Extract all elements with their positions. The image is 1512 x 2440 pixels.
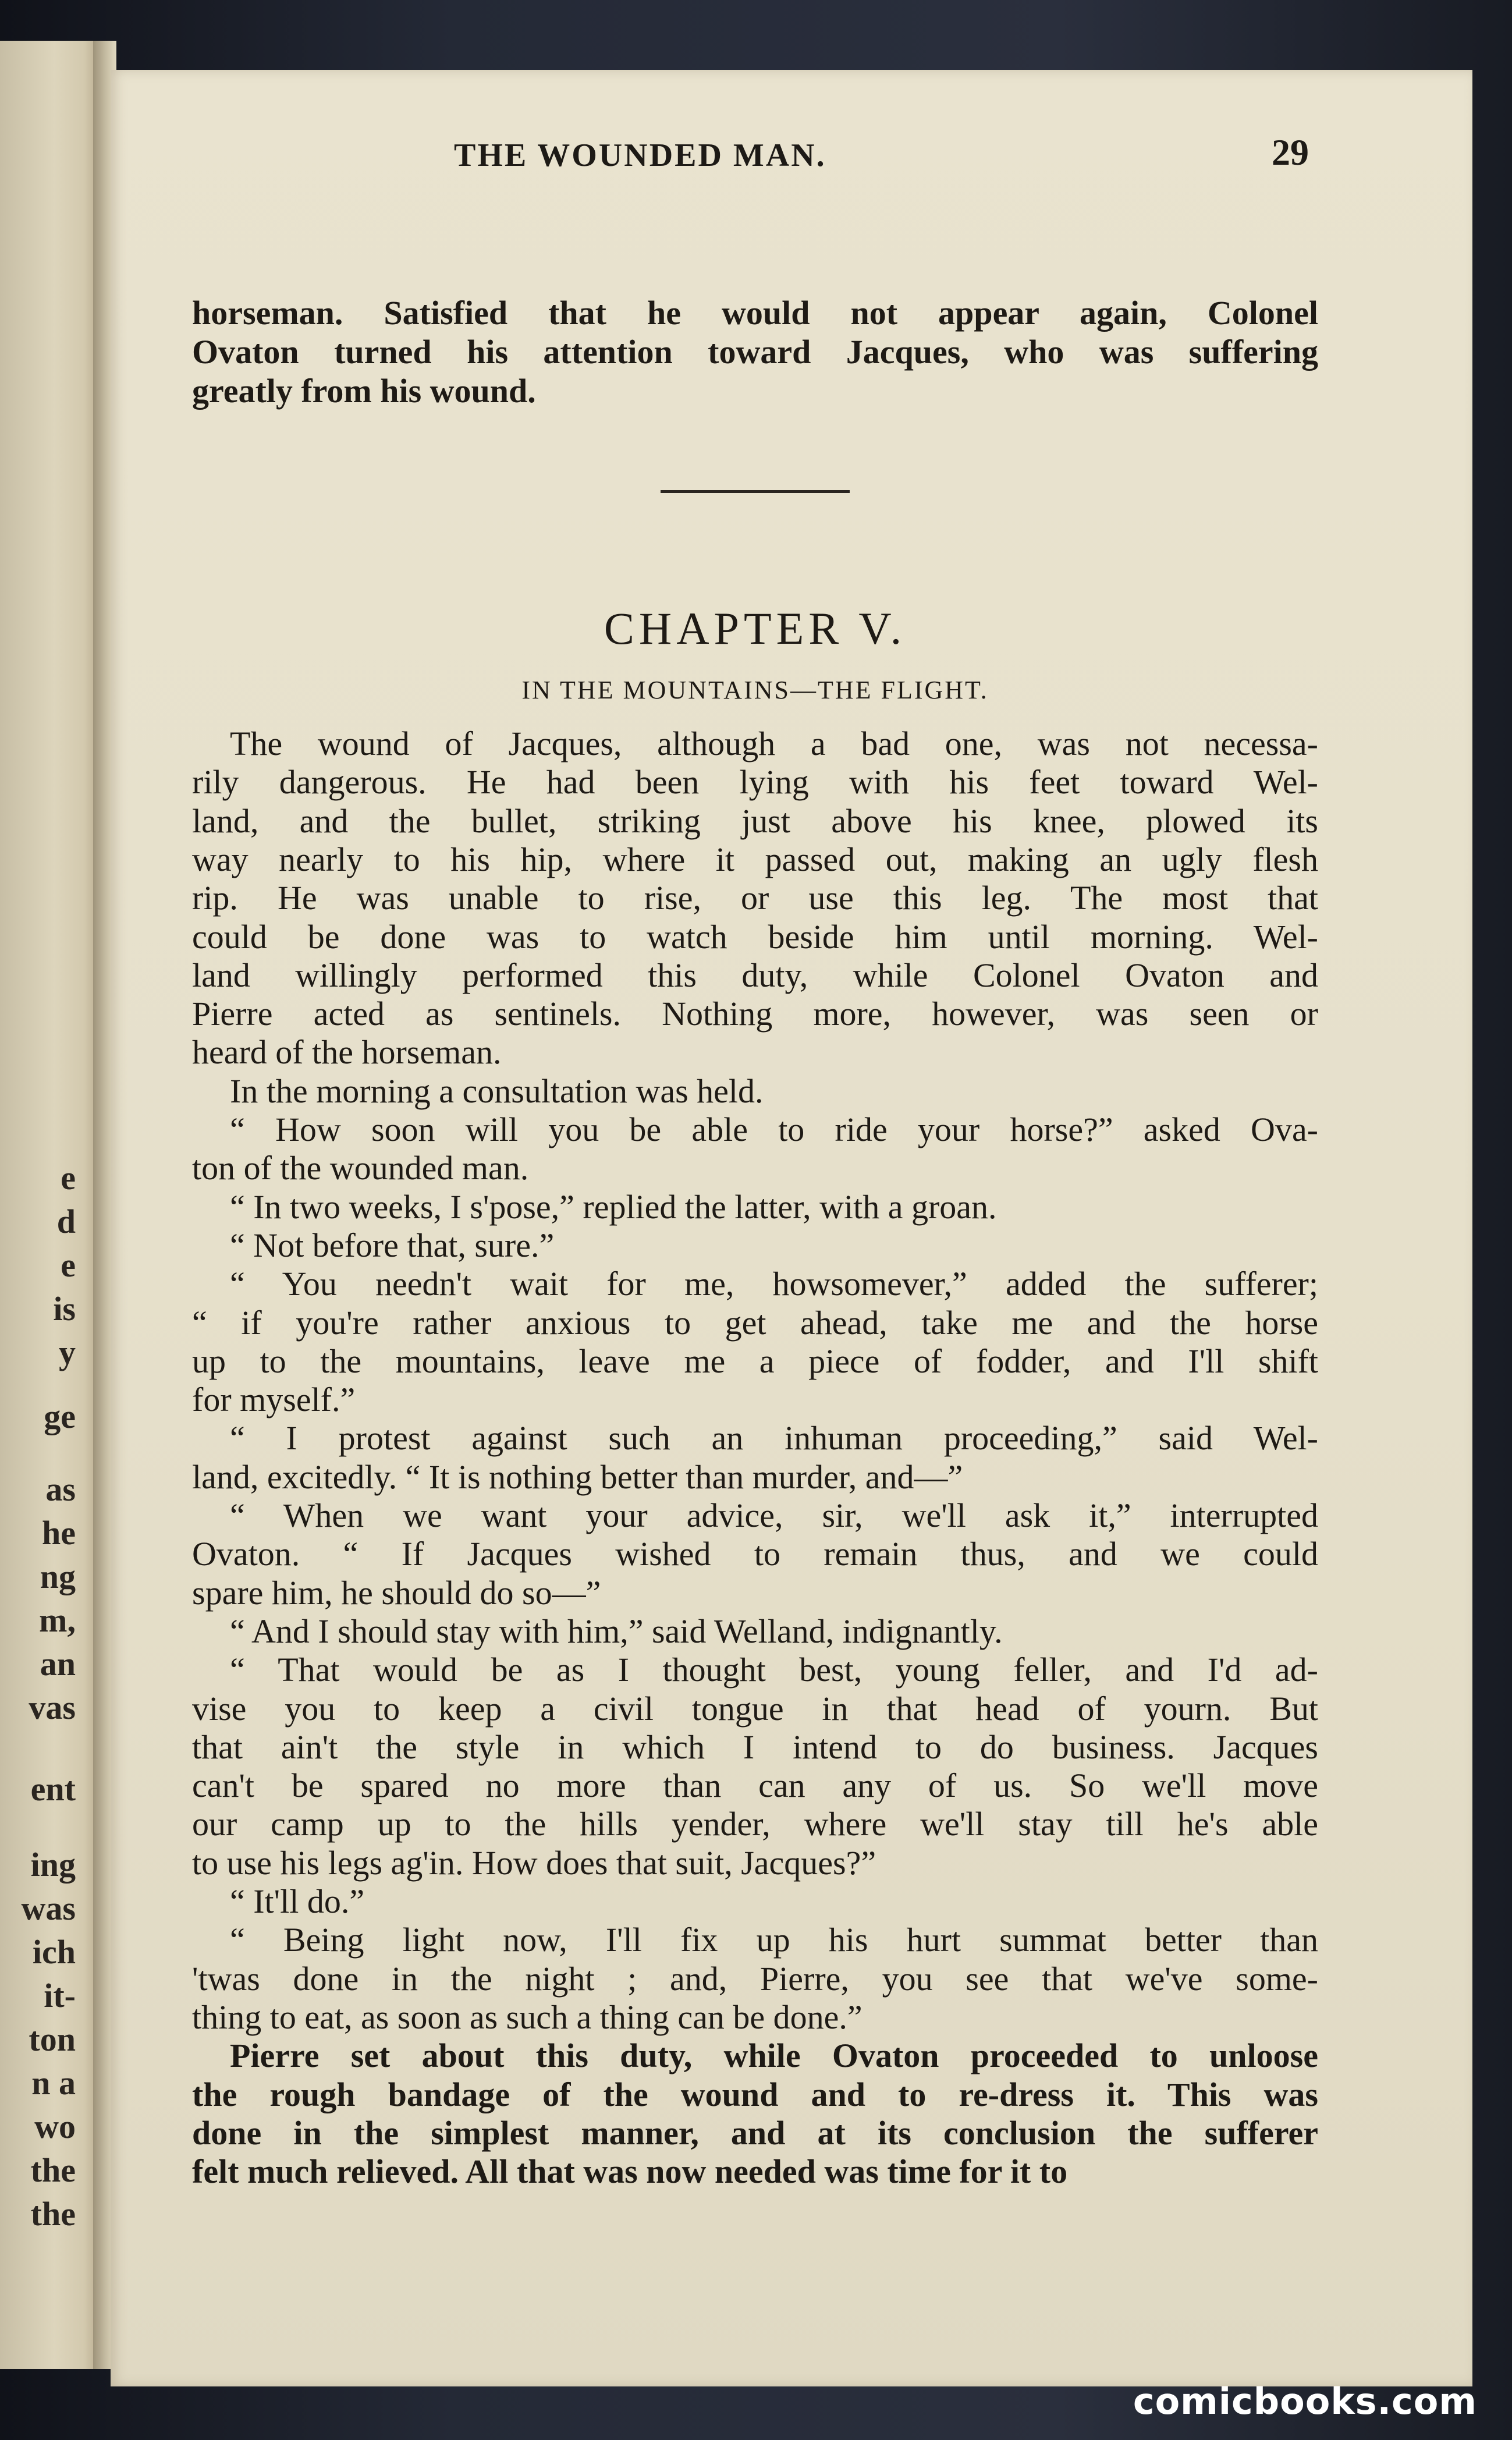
body-line: “ It'll do.” xyxy=(230,1882,365,1920)
left-page-fragment: as xyxy=(45,1470,76,1508)
body-line: Pierre acted as sentinels. Nothing more, however, was seen or xyxy=(192,995,1318,1033)
body-line: vise you to keep a civil tongue in that head of yourn. But xyxy=(192,1690,1318,1728)
body-line: In the morning a consultation was held. xyxy=(230,1072,764,1110)
left-page-fragment: ing xyxy=(30,1846,76,1884)
body-line: “ Not before that, sure.” xyxy=(230,1226,555,1264)
body-line: the rough bandage of the wound and to re-dress it. This was xyxy=(192,2076,1318,2113)
body-line: The wound of Jacques, although a bad one, was not necessa- xyxy=(230,725,1318,763)
left-page-fragment: was xyxy=(21,1889,76,1927)
body-line: land, excitedly. “ It is nothing better than murder, and—” xyxy=(192,1458,963,1496)
left-page-fragment: an xyxy=(40,1645,76,1683)
body-line: up to the mountains, leave me a piece of fodder, and I'll shift xyxy=(192,1342,1318,1380)
left-page-fragment: d xyxy=(56,1203,76,1240)
body-line: “ Being light now, I'll fix up his hurt summat better than xyxy=(230,1921,1318,1959)
body-line: for myself.” xyxy=(192,1381,356,1418)
left-page-fragment: the xyxy=(30,2151,76,2189)
body-line: can't be spared no more than can any of us. So we'll move xyxy=(192,1767,1318,1804)
body-line: rily dangerous. He had been lying with his feet toward Wel- xyxy=(192,763,1318,801)
left-page-fragment: ent xyxy=(30,1770,76,1808)
body-line: to use his legs ag'in. How does that suit, Jacques?” xyxy=(192,1844,876,1882)
chapter-subtitle: IN THE MOUNTAINS—THE FLIGHT. xyxy=(521,676,989,704)
body-line: way nearly to his hip, where it passed out, making an ugly flesh xyxy=(192,840,1318,878)
body-line: “ When we want your advice, sir, we'll ask it,” interrupted xyxy=(230,1496,1318,1534)
body-line: done in the simplest manner, and at its conclusion the sufferer xyxy=(192,2114,1318,2152)
chapter-title: CHAPTER V. xyxy=(604,603,907,654)
page-number: 29 xyxy=(1272,132,1309,173)
left-page-fragment: y xyxy=(59,1334,76,1371)
body-line: thing to eat, as soon as such a thing can be done.” xyxy=(192,1998,863,2036)
body-line: could be done was to watch beside him until morning. Wel- xyxy=(192,918,1318,956)
running-head: THE WOUNDED MAN. xyxy=(454,137,826,173)
body-line: “ You needn't wait for me, howsomever,” added the sufferer; xyxy=(230,1265,1318,1303)
left-page-fragment: m, xyxy=(39,1601,76,1639)
left-page-fragment: is xyxy=(53,1290,76,1328)
body-line: felt much relieved. All that was now needed was time for it to xyxy=(192,2152,1068,2190)
body-line: heard of the horseman. xyxy=(192,1033,502,1071)
left-page-fragment: e xyxy=(61,1246,76,1284)
left-page-fragment: vas xyxy=(29,1689,76,1726)
section-rule xyxy=(661,490,850,493)
body-line: Ovaton. “ If Jacques wished to remain thus, and we could xyxy=(192,1535,1318,1573)
body-line: rip. He was unable to rise, or use this leg. The most that xyxy=(192,879,1318,917)
body-line: that ain't the style in which I intend to do business. Jacques xyxy=(192,1728,1318,1766)
left-page-fragment: ng xyxy=(40,1558,76,1595)
body-line: “ if you're rather anxious to get ahead, take me and the horse xyxy=(192,1304,1318,1342)
body-line: land willingly performed this duty, while Colonel Ovaton and xyxy=(192,956,1318,994)
left-page-fragment: ton xyxy=(29,2020,76,2058)
body-line: our camp up to the hills yender, where we'll stay till he's able xyxy=(192,1805,1318,1843)
opening-line: horseman. Satisfied that he would not appear again, Colonel xyxy=(192,294,1318,332)
body-line: “ How soon will you be able to ride your horse?” asked Ova- xyxy=(230,1111,1318,1148)
left-page-fragment: wo xyxy=(34,2108,76,2145)
body-line: 'twas done in the night ; and, Pierre, you see that we've some- xyxy=(192,1960,1318,1998)
left-page-fragment: it- xyxy=(44,1977,76,2015)
body-line: “ And I should stay with him,” said Welland, indignantly. xyxy=(230,1612,1003,1650)
body-line: Pierre set about this duty, while Ovaton proceeded to unloose xyxy=(230,2037,1318,2074)
left-page-fragment: n a xyxy=(31,2064,76,2102)
body-line: ton of the wounded man. xyxy=(192,1149,529,1187)
left-page-fragment: e xyxy=(61,1159,76,1197)
body-line: land, and the bullet, striking just above his knee, plowed its xyxy=(192,802,1318,840)
opening-line: Ovaton turned his attention toward Jacques, who was suffering xyxy=(192,333,1318,371)
left-page-fragment: the xyxy=(30,2195,76,2233)
body-line: “ I protest against such an inhuman proceeding,” said Wel- xyxy=(230,1419,1318,1457)
left-page-edge xyxy=(0,41,99,2369)
watermark: comicbooks.com xyxy=(1133,2380,1477,2423)
left-page-fragment: he xyxy=(42,1514,76,1552)
body-line: “ That would be as I thought best, young feller, and I'd ad- xyxy=(230,1651,1318,1689)
left-page-fragment: ich xyxy=(32,1933,76,1971)
left-page-fragment: ge xyxy=(44,1398,76,1435)
body-line: spare him, he should do so—” xyxy=(192,1574,601,1612)
body-line: “ In two weeks, I s'pose,” replied the latter, with a groan. xyxy=(230,1188,997,1226)
opening-line: greatly from his wound. xyxy=(192,372,536,410)
